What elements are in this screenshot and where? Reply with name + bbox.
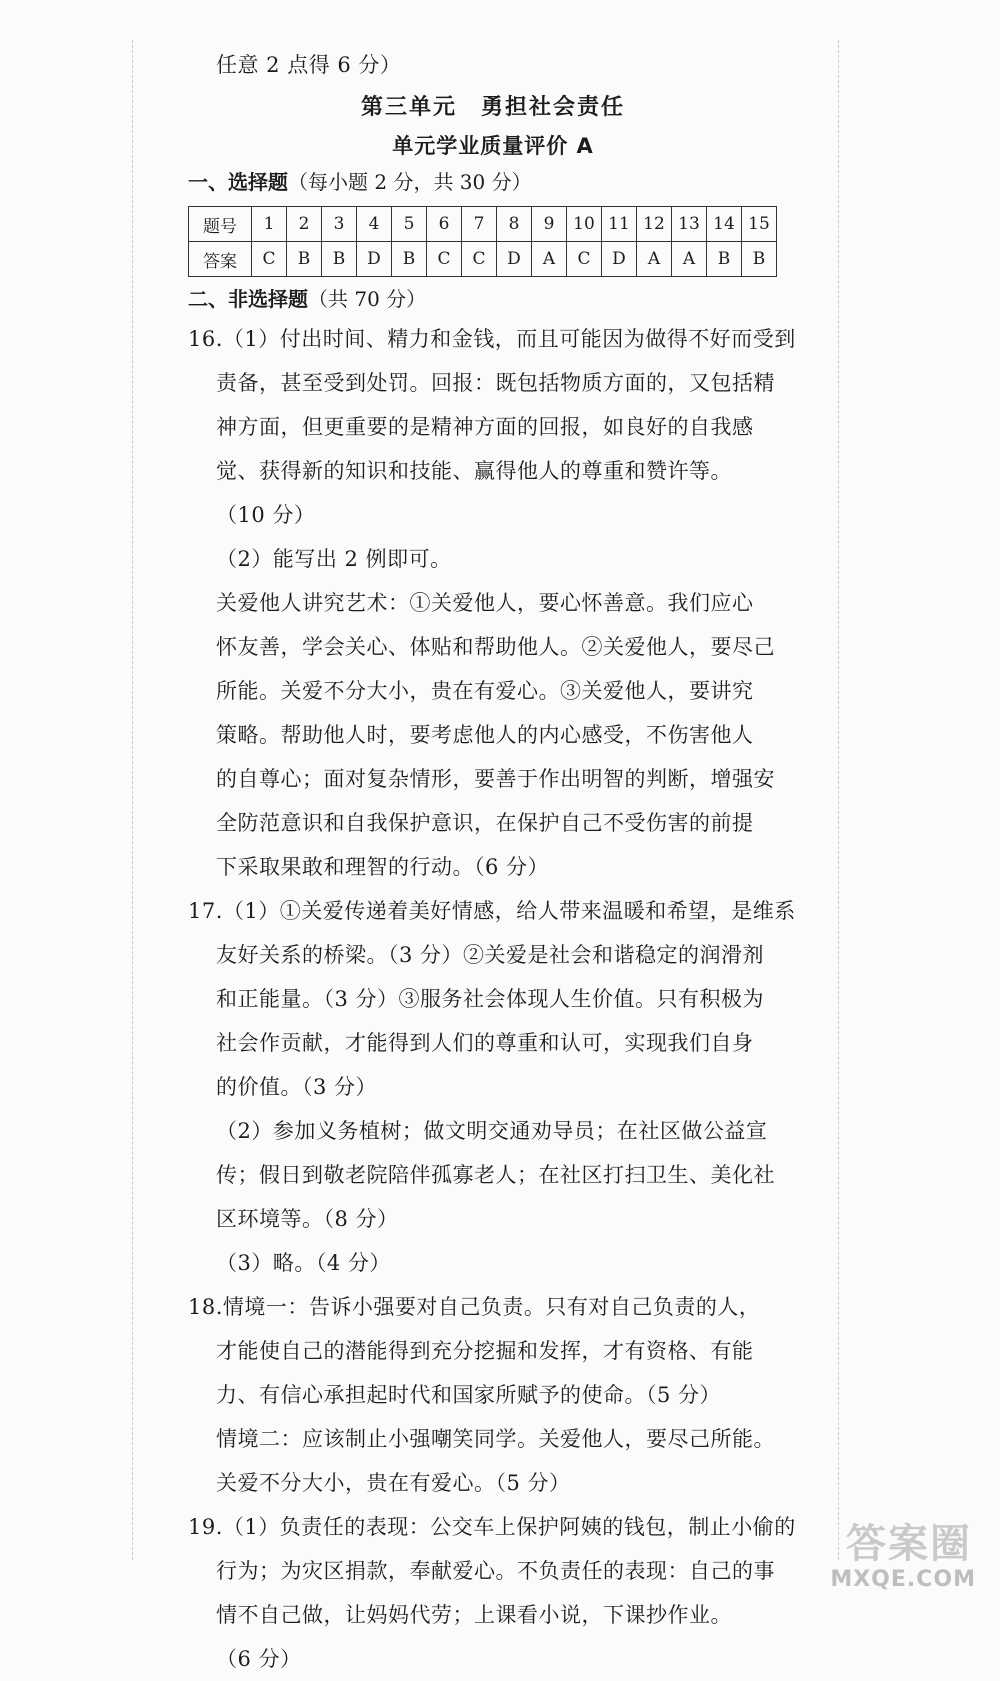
q16-line: （10 分） — [216, 503, 316, 527]
site-watermark — [812, 1512, 982, 1592]
answer-cell: D — [357, 242, 392, 277]
q17-line: 社会作贡献，才能得到人们的尊重和认可，实现我们自身 — [216, 1031, 754, 1055]
section1-label: 一、选择题 — [188, 170, 288, 194]
number-cell: 1 — [252, 207, 287, 242]
number-cell: 6 — [427, 207, 462, 242]
answer-table — [188, 206, 777, 277]
answer-cell: B — [392, 242, 427, 277]
number-cell: 4 — [357, 207, 392, 242]
question-18 — [188, 1285, 798, 1505]
q16-line: 下采取果敢和理智的行动。（6 分） — [216, 855, 550, 879]
answer-cell: A — [637, 242, 672, 277]
number-cell: 8 — [497, 207, 532, 242]
q18-line: 18.情境一：告诉小强要对自己负责。只有对自己负责的人， — [188, 1295, 761, 1319]
watermark-logo-text: 答案圈 — [846, 1521, 972, 1567]
number-cell: 15 — [742, 207, 777, 242]
top-line: 任意 2 点得 6 分） — [216, 53, 402, 77]
question-19 — [188, 1505, 798, 1681]
eval-title: 单元学业质量评价 A — [392, 134, 594, 158]
question-16 — [188, 317, 798, 889]
q17-line: 17.（1）①关爱传递着美好情感，给人带来温暖和希望，是维系 — [188, 899, 796, 923]
number-cell: 10 — [567, 207, 602, 242]
number-cell: 12 — [637, 207, 672, 242]
q18-line: 关爱不分大小，贵在有爱心。（5 分） — [216, 1471, 571, 1495]
answer-cell: C — [427, 242, 462, 277]
q17-line: （2）参加义务植树；做文明交通劝导员；在社区做公益宣 — [216, 1119, 768, 1143]
q16-line: 所能。关爱不分大小，贵在有爱心。③关爱他人，要讲究 — [216, 679, 754, 703]
left-fold-line — [132, 40, 133, 1560]
q16-line: 策略。帮助他人时，要考虑他人的内心感受，不伤害他人 — [216, 723, 754, 747]
q17-line: 的价值。（3 分） — [216, 1075, 378, 1099]
q19-line: （6 分） — [216, 1647, 302, 1671]
answer-row — [189, 242, 777, 277]
answer-cell: D — [497, 242, 532, 277]
q17-line: 和正能量。（3 分）③服务社会体现人生价值。只有积极为 — [216, 987, 765, 1011]
answer-cell: C — [567, 242, 602, 277]
section1-note: （每小题 2 分，共 30 分） — [288, 170, 532, 194]
section1-heading — [188, 164, 798, 200]
q16-line: 关爱他人讲究艺术：①关爱他人，要心怀善意。我们应心 — [216, 591, 754, 615]
answer-cell: B — [742, 242, 777, 277]
q19-line: 情不自己做，让妈妈代劳；上课看小说，下课抄作业。 — [216, 1603, 732, 1627]
answer-cell: A — [672, 242, 707, 277]
number-cell: 14 — [707, 207, 742, 242]
watermark-url: MXQE.COM — [830, 1567, 976, 1592]
right-fold-line — [838, 40, 839, 1560]
q16-line: 怀友善，学会关心、体贴和帮助他人。②关爱他人，要尽己 — [216, 635, 775, 659]
unit-title: 第三单元 勇担社会责任 — [360, 95, 625, 120]
row-label-number: 题号 — [189, 207, 252, 242]
section2-heading — [188, 281, 798, 317]
number-cell: 5 — [392, 207, 427, 242]
q16-line: 16.（1）付出时间、精力和金钱，而且可能因为做得不好而受到 — [188, 327, 796, 351]
q17-line: 传；假日到敬老院陪伴孤寡老人；在社区打扫卫生、美化社 — [216, 1163, 775, 1187]
q16-line: 神方面，但更重要的是精神方面的回报，如良好的自我感 — [216, 415, 754, 439]
number-cell: 3 — [322, 207, 357, 242]
section2-note: （共 70 分） — [308, 287, 427, 311]
q17-line: 友好关系的桥梁。（3 分）②关爱是社会和谐稳定的润滑剂 — [216, 943, 765, 967]
q16-line: 觉、获得新的知识和技能、赢得他人的尊重和赞许等。 — [216, 459, 732, 483]
answer-cell: C — [252, 242, 287, 277]
answer-page — [188, 48, 798, 1681]
answer-cell: A — [532, 242, 567, 277]
q18-line: 情境二：应该制止小强嘲笑同学。关爱他人，要尽己所能。 — [216, 1427, 775, 1451]
row-label-answer: 答案 — [189, 242, 252, 277]
q16-line: 的自尊心；面对复杂情形，要善于作出明智的判断，增强安 — [216, 767, 775, 791]
question-17 — [188, 889, 798, 1285]
number-cell: 9 — [532, 207, 567, 242]
answer-cell: B — [707, 242, 742, 277]
q16-line: 全防范意识和自我保护意识，在保护自己不受伤害的前提 — [216, 811, 754, 835]
answer-cell: B — [322, 242, 357, 277]
answer-cell: B — [287, 242, 322, 277]
q16-line: 责备，甚至受到处罚。回报：既包括物质方面的，又包括精 — [216, 371, 775, 395]
answer-cell: D — [602, 242, 637, 277]
q19-line: 19.（1）负责任的表现：公交车上保护阿姨的钱包，制止小偷的 — [188, 1515, 796, 1539]
q19-line: 行为；为灾区捐款，奉献爱心。不负责任的表现：自己的事 — [216, 1559, 775, 1583]
number-cell: 13 — [672, 207, 707, 242]
number-cell: 11 — [602, 207, 637, 242]
section2-label: 二、非选择题 — [188, 287, 308, 311]
number-cell: 7 — [462, 207, 497, 242]
q17-line: 区环境等。（8 分） — [216, 1207, 399, 1231]
answer-cell: C — [462, 242, 497, 277]
q18-line: 才能使自己的潜能得到充分挖掘和发挥，才有资格、有能 — [216, 1339, 754, 1363]
q18-line: 力、有信心承担起时代和国家所赋予的使命。（5 分） — [216, 1383, 722, 1407]
number-row — [189, 207, 777, 242]
number-cell: 2 — [287, 207, 322, 242]
q17-line: （3）略。（4 分） — [216, 1251, 391, 1275]
q16-line: （2）能写出 2 例即可。 — [216, 547, 452, 571]
